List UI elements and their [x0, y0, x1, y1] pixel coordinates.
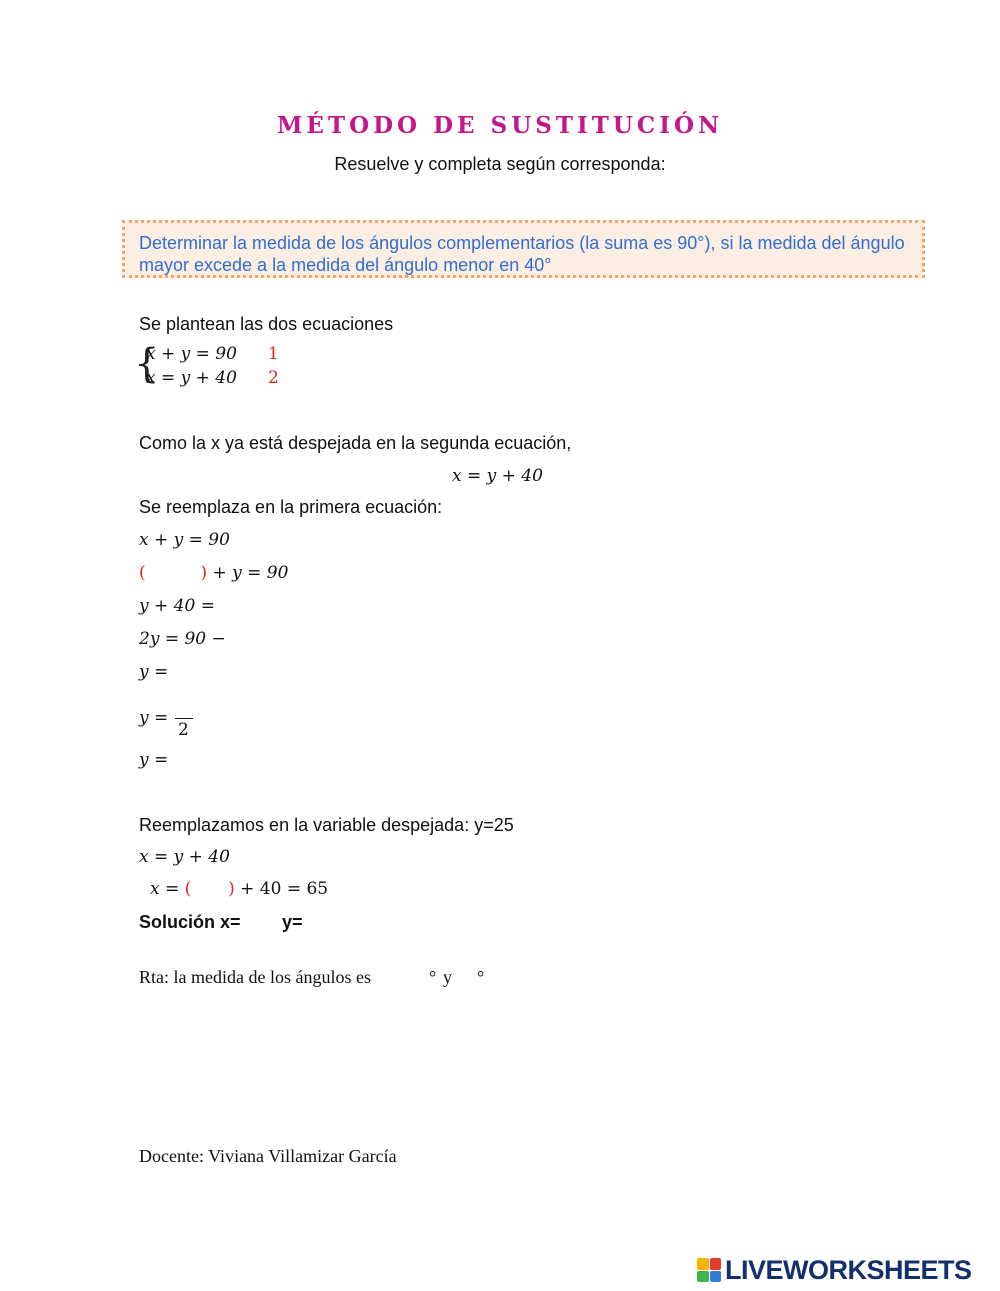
final-substitution: x = ( ) + 40 = 65	[150, 879, 329, 899]
substitution-line-5: y =	[139, 662, 169, 682]
liveworksheets-logo	[697, 1256, 972, 1284]
step3-intro: Reemplazamos en la variable despejada: y=25	[139, 815, 514, 835]
page-title: MÉTODO DE SUSTITUCIÓN	[276, 112, 724, 139]
teacher-name: Docente: Viviana Villamizar García	[139, 1146, 397, 1166]
solution-x-label: Solución x=	[139, 912, 241, 932]
substitution-line-7: y =	[139, 750, 169, 770]
despejada-equation: x = y + 40	[139, 847, 230, 867]
substitution-line-6: y =	[139, 708, 169, 728]
open-paren: (	[139, 563, 146, 583]
answer-prefix: Rta: la medida de los ángulos es	[139, 967, 371, 987]
instructions: Resuelve y completa según corresponda:	[334, 154, 666, 174]
substitution-line-3: y + 40 =	[139, 596, 215, 616]
step1-intro: Se plantean las dos ecuaciones	[139, 314, 394, 334]
problem-statement: Determinar la medida de los ángulos complementarios (la suma es 90°), si la medida del ángulo mayor excede a la medida del ángulo menor en 40°	[139, 233, 905, 275]
equation-2-number: 2	[268, 368, 279, 388]
equation-2: x = y + 40	[146, 368, 237, 388]
problem-box	[122, 220, 925, 278]
fraction-denominator: 2	[178, 720, 189, 740]
solution-y-label: y=	[282, 912, 303, 932]
fraction-bar	[175, 718, 193, 719]
system-brace: {	[134, 341, 160, 387]
replace-intro: Se reemplaza en la primera ecuación:	[139, 497, 443, 517]
open-paren: (	[184, 879, 192, 899]
isolated-equation: x = y + 40	[452, 466, 543, 486]
degree-symbol-1: °	[429, 967, 437, 987]
equation-1: x + y = 90	[146, 344, 237, 364]
equation-1-number: 1	[268, 344, 279, 364]
substitution-line-2: ( ) + y = 90	[139, 563, 289, 583]
substitution-line-4: 2y = 90 −	[139, 629, 226, 649]
logo-text: LIVEWORKSHEETS	[725, 1254, 972, 1285]
close-paren: )	[228, 879, 235, 899]
close-paren: )	[200, 563, 208, 583]
substitution-line-1: x + y = 90	[139, 530, 230, 550]
answer-and: y	[443, 967, 452, 987]
degree-symbol-2: °	[477, 967, 485, 987]
logo-icon	[697, 1258, 721, 1282]
step2-intro: Como la x ya está despejada en la segunda ecuación,	[139, 433, 572, 453]
